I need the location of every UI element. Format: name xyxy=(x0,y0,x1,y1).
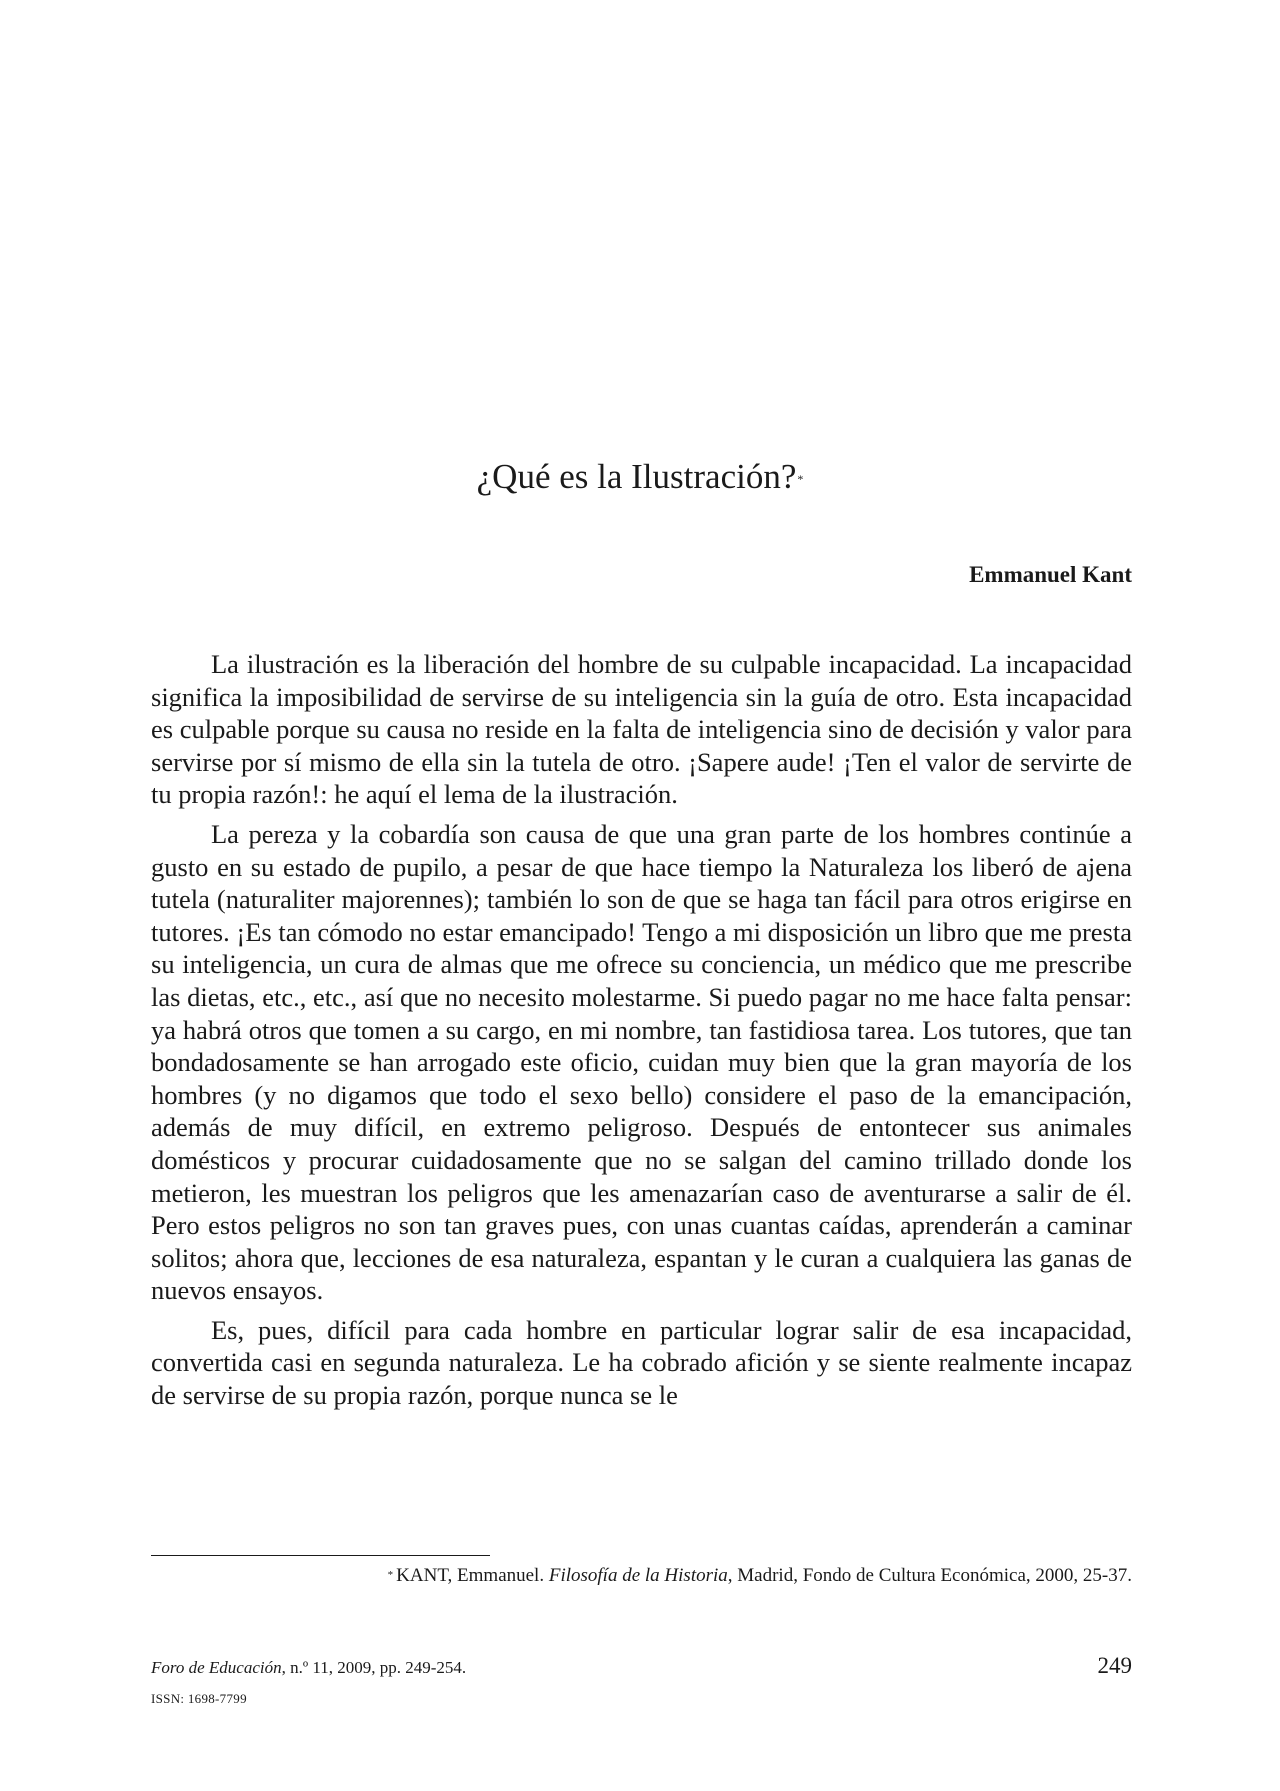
footnote-mark: * xyxy=(387,1569,394,1581)
footnote-text-before: KANT, Emmanuel. xyxy=(396,1565,549,1586)
footnote-book-title: Filosofía de la Historia xyxy=(548,1565,728,1586)
footnote-divider xyxy=(151,1555,490,1556)
article-body xyxy=(151,648,1132,1419)
footnote xyxy=(151,1563,1132,1589)
article-title xyxy=(0,455,1280,499)
paragraph: La ilustración es la liberación del hombre de su culpable incapacidad. La incapacidad significa la imposibilidad de servirse de su inteligencia sin la guía de otro. Esta incapacidad es culpable porque su causa no reside en la falta de inteligencia sino de decisión y valor para servirse por sí mismo de ella sin la tutela de otro. ¡Sapere aude! ¡Ten el valor de servirte de tu propia razón!: he aquí el lema de la ilustración. xyxy=(151,649,1132,810)
journal-name: Foro de Educación xyxy=(151,1658,282,1677)
title-footnote-mark: * xyxy=(797,472,804,486)
page-number: 249 xyxy=(1097,1653,1132,1678)
issn: ISSN: 1698-7799 xyxy=(151,1691,247,1706)
author-name: Emmanuel Kant xyxy=(969,562,1132,587)
citation-details: , n.º 11, 2009, pp. 249-254. xyxy=(281,1658,467,1677)
paragraph: Es, pues, difícil para cada hombre en particular lograr salir de esa incapacidad, convertida casi en segunda naturaleza. Le ha cobrado afición y se siente realmente incapaz de servirse de su propia razón, porque nunca se le xyxy=(151,1314,1132,1411)
footnote-text-after: , Madrid, Fondo de Cultura Económica, 2000, 25-37. xyxy=(727,1565,1132,1586)
title-text: ¿Qué es la Ilustración? xyxy=(476,457,797,496)
paragraph: La pereza y la cobardía son causa de que una gran parte de los hombres continúe a gusto en su estado de pupilo, a pesar de que hace tiempo la Naturaleza los liberó de ajena tutela (naturaliter majorennes); también lo son de que se haga tan fácil para otros erigirse en tutores. ¡Es tan cómodo no estar emancipado! Tengo a mi disposición un libro que me presta su inteligencia, un cura de almas que me ofrece su conciencia, un médico que me prescribe las dietas, etc., etc., así que no necesito molestarme. Si puedo pagar no me hace falta pensar: ya habrá otros que tomen a su cargo, en mi nombre, tan fastidiosa tarea. Los tutores, que tan bondadosamente se han arrogado este oficio, cuidan muy bien que la gran mayoría de los hombres (y no digamos que todo el sexo bello) considere el paso de la emancipación, además de muy difícil, en extremo peligroso. Después de entontecer sus animales domésticos y procurar cuidadosamente que no se salgan del camino trillado donde los metieron, les muestran los peligros que les amenazarían caso de aventurarse a salir de él. Pero estos peligros no son tan graves pues, con unas cuantas caídas, aprenderán a caminar solitos; ahora que, lecciones de esa naturaleza, espantan y le curan a cualquiera las ganas de nuevos ensayos. xyxy=(151,818,1132,1306)
journal-citation xyxy=(151,1657,466,1679)
